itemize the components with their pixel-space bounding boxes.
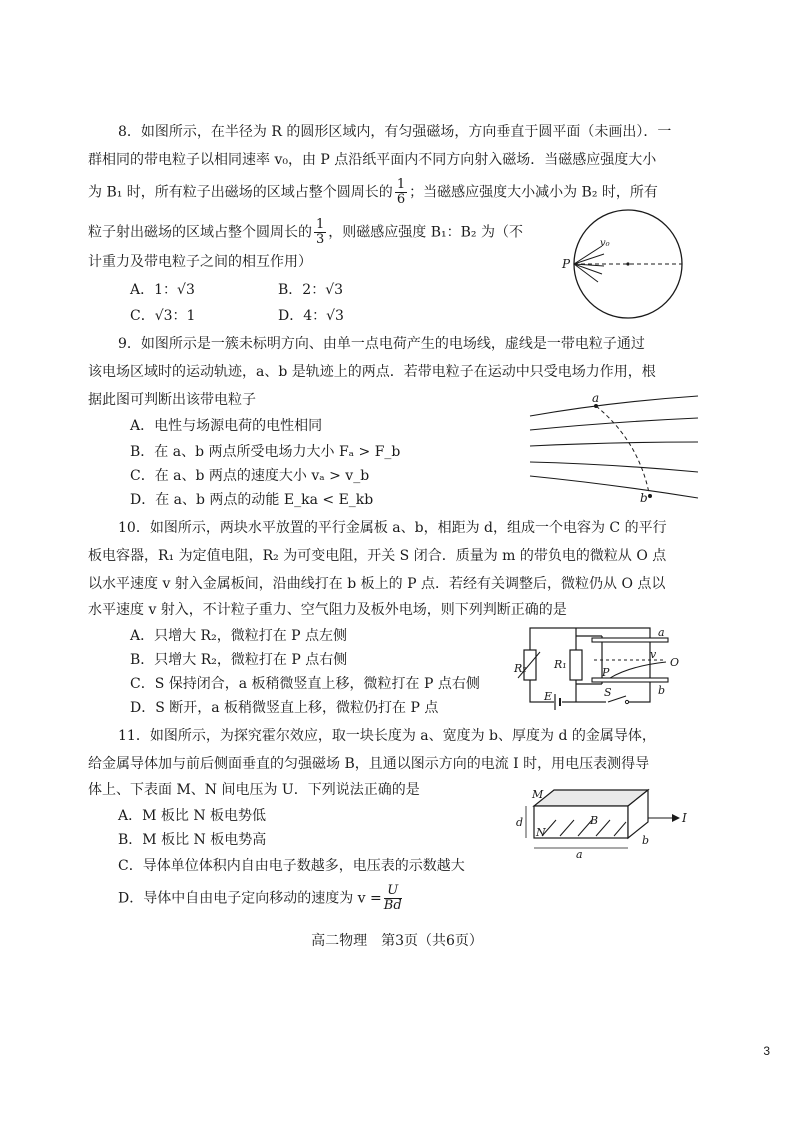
q10-option-c: C．S 保持闭合，a 板稍微竖直上移，微粒打在 P 点右侧	[130, 676, 480, 692]
label-current-i: I	[682, 811, 687, 825]
point-p-label: P	[562, 257, 571, 271]
electric-field-lines	[530, 396, 698, 498]
fraction-one-third	[314, 218, 326, 247]
q10-line3: 以水平速度 v 射入金属板间，沿曲线打在 b 板上的 P 点．若经有关调整后，微粒仍从 O 点以	[88, 576, 666, 592]
label-m: M	[532, 788, 544, 801]
q8-line3	[88, 178, 658, 207]
q8-line5: 计重力及带电粒子之间的相互作用）	[88, 254, 312, 270]
q9-line2: 该电场区域时的运动轨迹，a、b 是轨迹上的两点．若带电粒子在运动中只受电场力作用，根	[88, 364, 656, 380]
circle-center-dot	[626, 262, 629, 265]
fraction-numerator: 1	[396, 177, 406, 192]
q8-circle-figure	[560, 208, 700, 328]
q9-option-c: C．在 a、b 两点的速度大小 vₐ > v_b	[130, 468, 370, 484]
q8-option-b: B．2：√3	[278, 282, 344, 298]
fraction-denominator: 3	[316, 232, 325, 247]
label-r2: R₂	[514, 662, 527, 675]
q8-option-c: C．√3：1	[130, 308, 196, 324]
q8-line3a: 为 B₁ 时，所有粒子出磁场的区域占整个圆周长的	[88, 184, 393, 201]
q11-line1: 11．如图所示，为探究霍尔效应，取一块长度为 a、宽度为 b、厚度为 d 的金属导体，	[118, 728, 656, 744]
q11-line3: 体上、下表面 M、N 间电压为 U．下列说法正确的是	[88, 782, 420, 798]
label-velocity-v: v	[650, 648, 657, 661]
q10-option-a: A．只增大 R₂，微粒打在 P 点左侧	[130, 628, 348, 644]
fraction-one-sixth	[395, 178, 407, 207]
q8-line1: 8．如图所示，在半径为 R 的圆形区域内，有匀强磁场，方向垂直于圆平面（未画出）．一	[118, 124, 672, 140]
q11-option-c: C．导体单位体积内自由电子数越多，电压表的示数越大	[118, 858, 465, 874]
label-plate-b: b	[658, 684, 666, 697]
resistor-r1	[570, 650, 582, 680]
point-b-dot	[648, 494, 652, 498]
q9-line3: 据此图可判断出该带电粒子	[88, 392, 256, 408]
point-a-label: a	[592, 391, 600, 405]
switch-contact	[625, 700, 628, 703]
label-battery-e: E	[544, 690, 553, 703]
particle-curve	[610, 662, 666, 678]
q9-option-b: B．在 a、b 两点所受电场力大小 Fₐ > F_b	[130, 444, 401, 460]
q8-line2: 群相同的带电粒子以相同速率 v₀，由 P 点沿纸平面内不同方向射入磁场．当磁感应强度大小	[88, 152, 657, 168]
point-b-label: b	[640, 491, 648, 505]
q9-line1: 9．如图所示是一簇未标明方向、由单一点电荷产生的电场线，虚线是一带电粒子通过	[118, 336, 645, 352]
capacitor-plate-a	[592, 638, 668, 642]
q10-line2: 板电容器，R₁ 为定值电阻，R₂ 为可变电阻，开关 S 闭合．质量为 m 的带负电的微粒从 O 点	[88, 548, 667, 564]
q9-option-d: D．在 a、b 两点的动能 E_ka < E_kb	[130, 492, 374, 508]
q8-option-d: D．4：√3	[278, 308, 344, 324]
q11-option-a: A．M 板比 N 板电势低	[118, 808, 267, 824]
q10-option-b: B．只增大 R₂，微粒打在 P 点右侧	[130, 652, 348, 668]
page-number: 3	[763, 1044, 770, 1058]
fraction-u-over-bd	[384, 884, 402, 913]
label-n: N	[536, 826, 546, 839]
q8-line4b: ，则磁感应强度 B₁：B₂ 为（不	[328, 224, 523, 241]
current-arrowhead	[672, 814, 680, 822]
fraction-denominator: Bd	[383, 898, 402, 913]
fraction-denominator: 6	[396, 192, 406, 207]
fraction-numerator: 1	[316, 217, 325, 232]
q11-option-d-text: D．导体中自由电子定向移动的速度为 v =	[118, 890, 382, 907]
q11-option-b: B．M 板比 N 板电势高	[118, 832, 267, 848]
q9-option-a: A．电性与场源电荷的电性相同	[130, 418, 323, 434]
label-b-field: B	[590, 814, 599, 827]
label-plate-a: a	[658, 626, 665, 639]
label-point-o: O	[670, 656, 680, 669]
q8-line4a: 粒子射出磁场的区域占整个圆周长的	[88, 224, 312, 241]
label-d: d	[516, 816, 524, 829]
fraction-numerator: U	[384, 884, 402, 899]
label-r1: R₁	[554, 658, 567, 671]
q11-option-d	[118, 884, 404, 913]
label-switch-s: S	[604, 686, 612, 699]
q8-line3b: ；当磁感应强度大小减小为 B₂ 时，所有	[409, 184, 658, 201]
q11-line2: 给金属导体加与前后侧面垂直的匀强磁场 B，且通以图示方向的电流 I 时，用电压表测得导	[88, 756, 650, 772]
q10-line1: 10．如图所示，两块水平放置的平行金属板 a、b，相距为 d，组成一个电容为 C 的平行	[118, 520, 667, 536]
q10-option-d: D．S 断开，a 板稍微竖直上移，微粒仍打在 P 点	[130, 700, 439, 716]
v0-label: v₀	[600, 238, 610, 249]
q9-field-figure	[530, 392, 700, 507]
label-a: a	[576, 848, 583, 861]
label-point-p: P	[602, 666, 610, 679]
q11-hall-figure	[510, 784, 690, 860]
q8-option-a: A．1：√3	[130, 282, 195, 298]
q8-line4	[88, 218, 523, 247]
q10-line4: 水平速度 v 射入，不计粒子重力、空气阻力及板外电场，则下列判断正确的是	[88, 602, 567, 618]
label-b-width: b	[642, 834, 650, 847]
page-footer: 高二物理 第3页（共6页）	[311, 933, 483, 949]
q10-circuit-figure	[510, 622, 690, 712]
